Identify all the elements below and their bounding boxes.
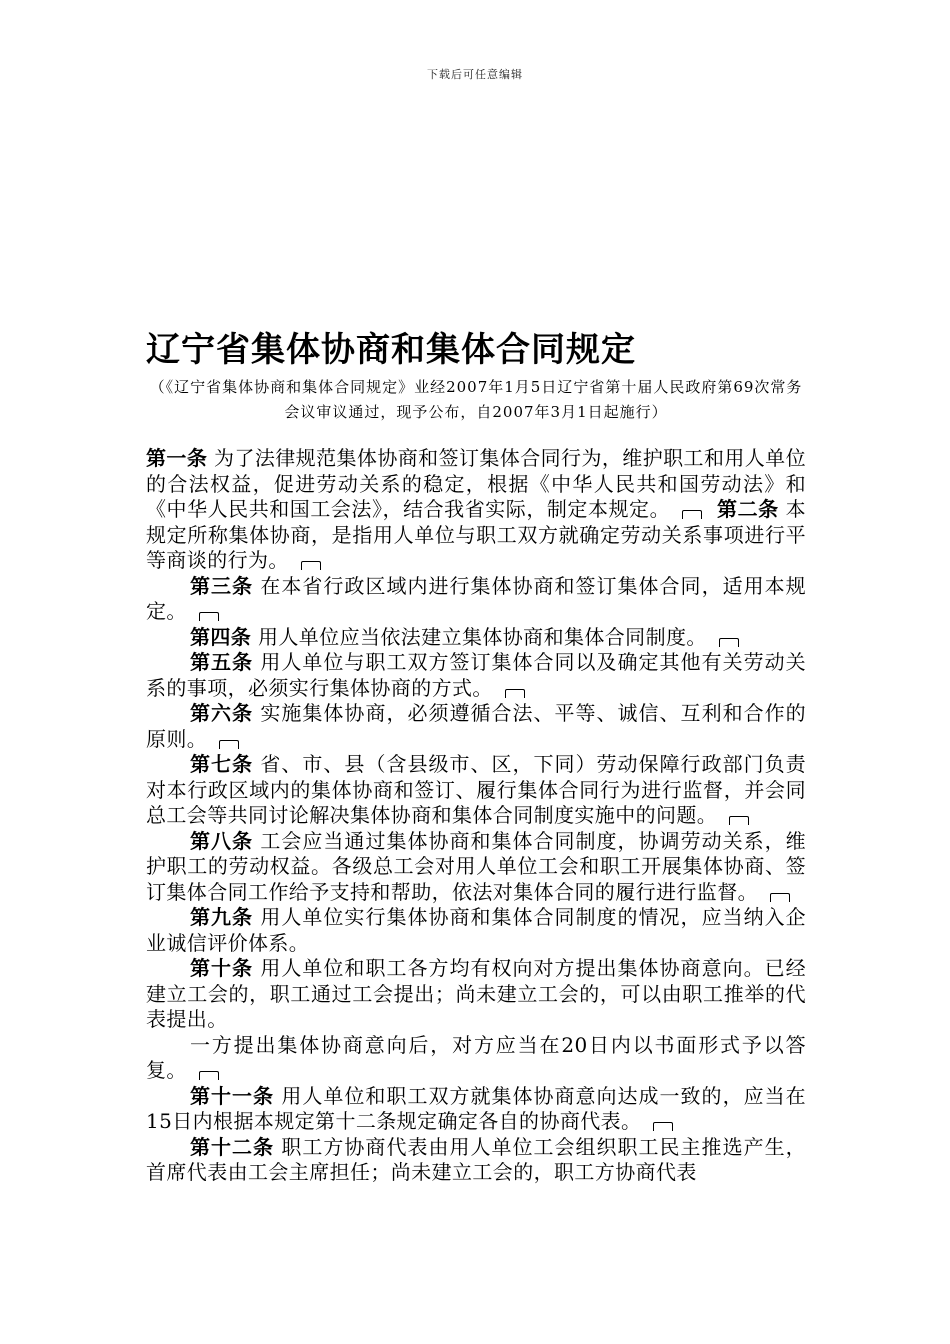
article-text: 用人单位和职工双方就集体协商意向达成一致的，应当在15日内根据本规定第十二条规定确定各自的协商代表。	[146, 1083, 806, 1133]
paragraph-mark-icon	[770, 893, 790, 902]
document-body	[146, 446, 806, 1186]
article-label: 第十一条	[190, 1083, 275, 1108]
paragraph-mark-icon	[301, 561, 321, 570]
article-label: 第二条	[717, 497, 779, 521]
article-text: 用人单位应当依法建立集体协商和集体合同制度。	[257, 624, 707, 649]
article-text: 用人单位实行集体协商和集体合同制度的情况，应当纳入企业诚信评价体系。	[146, 905, 806, 955]
article-label: 第四条	[190, 624, 252, 649]
paragraph-mark-icon	[199, 612, 219, 621]
article-text: 在本省行政区域内进行集体协商和签订集体合同，适用本规定。	[146, 573, 806, 623]
article-10	[146, 956, 806, 1033]
paragraph-mark-icon	[653, 1122, 673, 1131]
page-title: 辽宁省集体协商和集体合同规定	[146, 330, 636, 370]
article-label: 第五条	[190, 650, 254, 674]
article-label: 第十条	[190, 956, 254, 980]
article-text: 职工方协商代表由用人单位工会组织职工民主推选产生，首席代表由工会主席担任；尚未建立工会的，职工方协商代表	[146, 1134, 806, 1184]
article-label: 第十二条	[190, 1134, 275, 1159]
header-note: 下载后可任意编辑	[427, 68, 523, 81]
article-12	[146, 1135, 806, 1186]
paragraph-mark-icon	[505, 689, 525, 698]
article-6	[146, 701, 806, 752]
article-text: 实施集体协商，必须遵循合法、平等、诚信、互利和合作的原则。	[146, 701, 806, 751]
article-label: 第九条	[190, 905, 254, 929]
article-text: 为了法律规范集体协商和签订集体合同行为，维护职工和用人单位的合法权益，促进劳动关系的稳定，根据《中华人民共和国劳动法》和《中华人民共和国工会法》，结合我省实际，制定本规定。	[146, 446, 806, 521]
article-11	[146, 1084, 806, 1135]
paragraph-mark-icon	[682, 510, 702, 519]
subtitle: （《辽宁省集体协商和集体合同规定》业经2007年1月5日辽宁省第十届人民政府第69次常务会议审议通过，现予公布，自2007年3月1日起施行）	[149, 378, 803, 421]
article-label: 第三条	[190, 573, 254, 598]
article-4	[146, 625, 806, 651]
article-label: 第一条	[146, 446, 208, 470]
article-label: 第八条	[190, 828, 254, 853]
paragraph-mark-icon	[199, 1071, 219, 1080]
article-label: 第六条	[190, 701, 254, 725]
article-text: 用人单位与职工双方签订集体合同以及确定其他有关劳动关系的事项，必须实行集体协商的方式。	[146, 650, 806, 700]
article-8	[146, 829, 806, 906]
article-10-paragraph-2	[146, 1033, 806, 1084]
article-label: 第七条	[190, 752, 254, 776]
paragraph-mark-icon	[729, 816, 749, 825]
article-9	[146, 905, 806, 956]
paragraph-mark-icon	[719, 638, 739, 647]
article-7	[146, 752, 806, 829]
article-text: 用人单位和职工各方均有权向对方提出集体协商意向。已经建立工会的，职工通过工会提出；尚未建立工会的，可以由职工推举的代表提出。	[146, 956, 806, 1031]
article-5	[146, 650, 806, 701]
article-text: 工会应当通过集体协商和集体合同制度，协调劳动关系，维护职工的劳动权益。各级总工会对用人单位工会和职工开展集体协商、签订集体合同工作给予支持和帮助，依法对集体合同的履行进行监督。	[146, 828, 806, 904]
article-text: 省、市、县（含县级市、区，下同）劳动保障行政部门负责对本行政区域内的集体协商和签订、履行集体合同行为进行监督，并会同总工会等共同讨论解决集体协商和集体合同制度实施中的问题。	[146, 752, 806, 827]
article-text: 本规定所称集体协商，是指用人单位与职工双方就确定劳动关系事项进行平等商谈的行为。	[146, 497, 806, 572]
article-3	[146, 574, 806, 625]
paragraph-mark-icon	[219, 740, 239, 749]
article-text: 一方提出集体协商意向后，对方应当在20日内以书面形式予以答复。	[146, 1032, 806, 1082]
article-1-2	[146, 446, 806, 574]
